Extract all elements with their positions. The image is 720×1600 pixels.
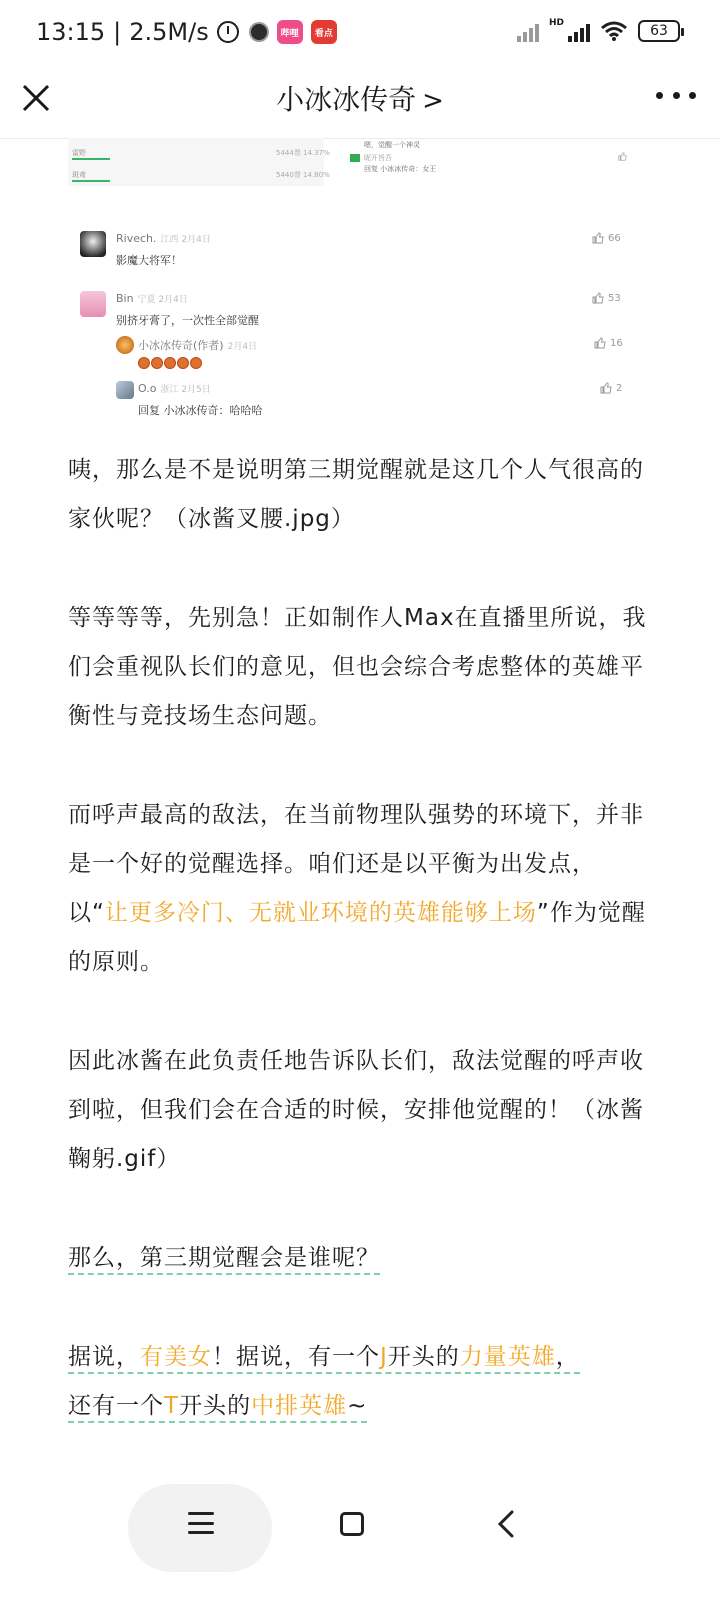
- paragraph: 咦，那么是不是说明第三期觉醒就是这几个人气很高的家伙呢？（冰酱叉腰.jpg）: [68, 457, 644, 532]
- like-count: 16: [610, 337, 623, 349]
- embedded-comment-reply: 回复 小冰冰传奇：女王: [364, 165, 437, 173]
- emoji-icon: [151, 357, 163, 369]
- poll-row: [72, 170, 330, 180]
- signal-weak-icon: [517, 20, 539, 42]
- comment-author: Bin 宁夏 2月4日: [116, 292, 188, 305]
- like-button: [594, 337, 623, 349]
- like-button: [600, 382, 622, 394]
- comment-author: 小冰冰传奇(作者) 2月4日: [138, 339, 258, 352]
- embedded-comment-text: 嗯，觉醒一个神灵: [364, 141, 420, 149]
- emoji-icon: [190, 357, 202, 369]
- underlined-text: 那么，第三期觉醒会是谁呢？: [68, 1245, 380, 1275]
- comment-text: 别挤牙膏了，一次性全部觉醒: [116, 314, 259, 327]
- highlight-text: 让更多冷门、无就业环境的英雄能够上场: [104, 900, 537, 926]
- camera-app-icon: [249, 22, 269, 42]
- like-button: [592, 292, 621, 304]
- poll-label: 斑鸢: [72, 171, 86, 179]
- underlined-text: 还有一个T开头的中排英雄~: [68, 1393, 367, 1423]
- thumb-up-icon: [592, 232, 604, 244]
- alarm-icon: [217, 21, 239, 43]
- nav-bar: [0, 70, 720, 139]
- emoji-icon: [138, 357, 150, 369]
- paragraph: [68, 1234, 648, 1283]
- emoji-row: [138, 357, 202, 369]
- back-icon[interactable]: [494, 1510, 518, 1538]
- comment-text: 回复 小冰冰传奇：哈哈哈: [138, 404, 263, 417]
- battery-icon: 63: [638, 20, 680, 42]
- highlight-text: 有美女: [140, 1344, 212, 1370]
- bilibili-app-icon: 哔哩: [277, 20, 303, 44]
- paragraph: 等等等等，先别急！正如制作人Max在直播里所说，我们会重视队长们的意见，但也会综合考虑整体的英雄平衡性与竞技场生态问题。: [68, 605, 647, 729]
- like-count: 53: [608, 292, 621, 304]
- comment-text: 影魔大将军！: [116, 254, 182, 267]
- thumb-up-icon: [600, 382, 612, 394]
- comment-author: Rivech. 江西 2月4日: [116, 232, 211, 245]
- network-speed: 2.5M/s: [129, 18, 209, 46]
- kandian-app-icon: 看点: [311, 20, 337, 44]
- poll-value: 5440票 14.80%: [276, 171, 330, 179]
- like-button: [592, 232, 621, 244]
- status-right: [517, 20, 680, 42]
- highlight-text: J: [380, 1344, 388, 1370]
- article-body: [68, 446, 648, 1481]
- status-time: 13:15: [36, 18, 106, 46]
- system-nav-bar: [0, 1480, 720, 1600]
- signal-icon: [568, 20, 590, 42]
- highlight-text: 力量英雄: [459, 1344, 556, 1370]
- hd-label: HD: [548, 18, 564, 28]
- poll-value: 5444票 14.37%: [276, 149, 330, 157]
- avatar: [116, 336, 134, 354]
- avatar: [80, 291, 106, 317]
- more-icon[interactable]: [656, 92, 696, 102]
- status-left: [36, 18, 337, 46]
- poll-label: 雷野: [72, 149, 86, 157]
- emoji-icon: [164, 357, 176, 369]
- chevron-right-icon: >: [422, 86, 444, 116]
- comment-author: O.o 浙江 2月5日: [138, 382, 211, 395]
- poll-row: [72, 148, 330, 158]
- thumb-up-icon: [618, 152, 627, 161]
- wifi-icon: [600, 20, 628, 42]
- paragraph: 而呼声最高的敌法，在当前物理队强势的环境下，并非是一个好的觉醒选择。咱们还是以平衡为出发点，以“让更多冷门、无就业环境的英雄能够上场”作为觉醒的原则。: [68, 802, 646, 975]
- paragraph: 因此冰酱在此负责任地告诉队长们，敌法觉醒的呼声收到啦，但我们会在合适的时候，安排他觉醒的！（冰酱鞠躬.gif）: [68, 1048, 644, 1172]
- menu-icon[interactable]: [188, 1512, 214, 1534]
- status-separator: |: [113, 18, 122, 46]
- embedded-image-top: [68, 138, 634, 188]
- embedded-comment-name: 昵开旨吾: [364, 154, 392, 162]
- highlight-text: T: [164, 1393, 180, 1419]
- account-title-link[interactable]: [0, 78, 720, 118]
- home-icon[interactable]: [340, 1512, 364, 1536]
- like-count: 2: [616, 382, 623, 394]
- emoji-icon: [177, 357, 189, 369]
- avatar: [80, 231, 106, 257]
- page-title: 小冰冰传奇: [276, 83, 417, 116]
- status-bar: [0, 0, 720, 70]
- embedded-comments: [350, 138, 634, 186]
- thumb-up-icon: [594, 337, 606, 349]
- thumb-up-icon: [592, 292, 604, 304]
- like-count: 66: [608, 232, 621, 244]
- underlined-text: 据说，有美女！据说，有一个J开头的力量英雄，: [68, 1344, 580, 1374]
- poll-results: [68, 138, 330, 186]
- highlight-text: 中排英雄: [251, 1393, 348, 1419]
- paragraph: [68, 1333, 648, 1431]
- avatar: [116, 381, 134, 399]
